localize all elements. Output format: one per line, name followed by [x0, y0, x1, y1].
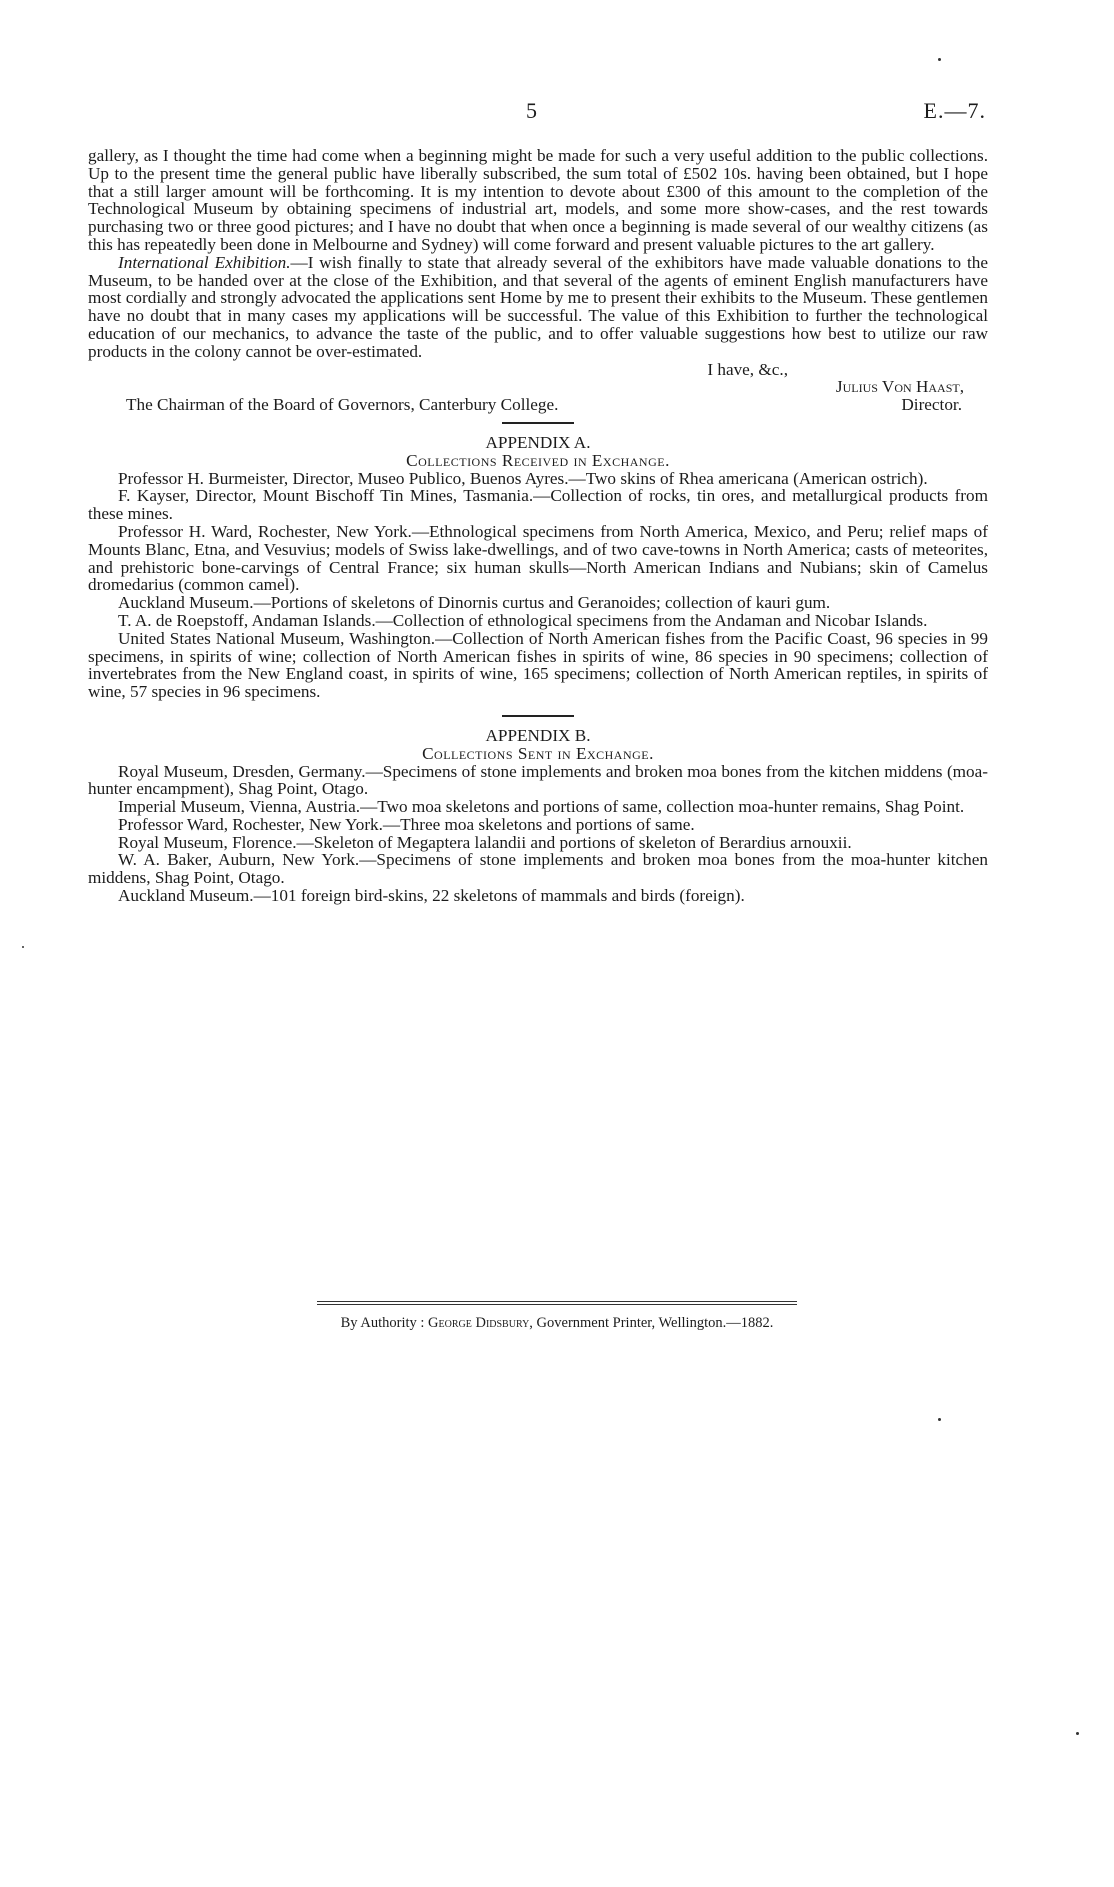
imprint-footer: [0, 1301, 1114, 1332]
list-item: T. A. de Roepstoff, Andaman Islands.—Collection of ethnological specimens from the Andaman and Nicobar Islands.: [118, 610, 928, 630]
list-item: Auckland Museum.—101 foreign bird-skins, 22 skeletons of mammals and birds (foreign).: [118, 886, 745, 906]
scan-speck: [938, 58, 941, 61]
paragraph-text: —I wish finally to state that already several of the exhibitors have made valuable donations to the Museum, to be handed over at the close of the Exhibition, and that several of the agents of eminent English manufacturers have most cordially and strongly advocated the applications sent Home by me to present their exhibits to the Museum. These gentlemen have no doubt that in many cases my applications will be successful. The value of this Exhibition to further the technological education of our mechanics, to advance the taste of the public, and to offer valuable suggestions how best to utilize our raw products in the colony cannot be over-estimated.: [88, 252, 988, 361]
appendix-a-subtitle: Collections Received in Exchange.: [406, 450, 670, 470]
list-item: Professor H. Ward, Rochester, New York.—Ethnological specimens from North America, Mexico, and Peru; relief maps of Mounts Blanc, Etna, and Vesuvius; models of Swiss lake-dwellings, and of two cave-towns in North America; casts of meteorites, and prehistoric bone-carvings of Central France; six human skulls—North American Indians and Nubians; skin of Camelus dromedarius (common camel).: [88, 521, 988, 595]
signer-title: Director.: [901, 395, 962, 415]
signer-name: Julius Von Haast,: [835, 377, 964, 397]
list-item: Royal Museum, Dresden, Germany.—Specimens of stone implements and broken moa bones from the kitchen middens (moa-hunter encampment), Shag Point, Otago.: [88, 761, 988, 799]
page-number: 5: [526, 98, 537, 123]
list-item: W. A. Baker, Auburn, New York.—Specimens of stone implements and broken moa bones from the moa-hunter kitchen middens, Shag Point, Otago.: [88, 850, 988, 888]
appendix-b-subtitle: Collections Sent in Exchange.: [422, 743, 654, 763]
closing-line: I have, &c.,: [707, 359, 788, 379]
document-reference: E.—7.: [923, 98, 986, 123]
addressee: The Chairman of the Board of Governors, Canterbury College.: [126, 395, 559, 415]
list-item: Auckland Museum.—Portions of skeletons of Dinornis curtus and Geranoides; collection of kauri gum.: [118, 593, 831, 613]
appendix-a-title: APPENDIX A.: [485, 432, 591, 452]
printer-name: George Didsbury,: [428, 1315, 533, 1331]
section-divider: [502, 422, 574, 424]
list-item: F. Kayser, Director, Mount Bischoff Tin Mines, Tasmania.—Collection of rocks, tin ores, and metallurgical products from these mines.: [88, 486, 988, 524]
scan-speck: [22, 946, 24, 948]
section-divider: [502, 715, 574, 717]
letter-paragraph-2: [88, 254, 988, 361]
page-body: [88, 147, 988, 905]
imprint-suffix: Government Printer, Wellington.—1882.: [536, 1315, 774, 1331]
list-item: Professor H. Burmeister, Director, Museo Publico, Buenos Ayres.—Two skins of Rhea americana (American ostrich).: [118, 468, 928, 488]
list-item: Imperial Museum, Vienna, Austria.—Two moa skeletons and portions of same, collection moa-hunter remains, Shag Point.: [118, 797, 965, 817]
scan-speck: [938, 1418, 941, 1421]
imprint-prefix: By Authority :: [340, 1315, 425, 1331]
footer-rule: [317, 1301, 797, 1305]
list-item: Royal Museum, Florence.—Skeleton of Megaptera lalandii and portions of skeleton of Berardius arnouxii.: [118, 832, 852, 852]
paragraph-heading: International Exhibition.: [118, 252, 291, 272]
appendix-b: [88, 727, 988, 905]
signature-row: [88, 396, 988, 414]
list-item: Professor Ward, Rochester, New York.—Three moa skeletons and portions of same.: [118, 814, 695, 834]
letter-paragraph-1: gallery, as I thought the time had come when a beginning might be made for such a very useful addition to the public collections. Up to the present time the general public have liberally subscribed, the sum total of £502 10s. having been obtained, but I hope that a still larger amount will be forthcoming. It is my intention to devote about £300 of this amount to the completion of the Technological Museum by obtaining specimens of industrial art, models, and some more show-cases, and the rest towards purchasing two or three good pictures; and I have no doubt that when once a beginning is made several of our wealthy citizens (as this has repeatedly been done in Melbourne and Sydney) will come forward and present valuable pictures to the art gallery.: [88, 146, 988, 254]
scan-speck: [1076, 1732, 1079, 1735]
page-header: [0, 98, 1114, 128]
appendix-b-title: APPENDIX B.: [485, 725, 591, 745]
appendix-a: [88, 434, 988, 701]
list-item: United States National Museum, Washington.—Collection of North American fishes from the Pacific Coast, 96 species in 99 specimens, in spirits of wine; collection of North American fishes in spirits of wine, 86 species in 90 specimens; collection of invertebrates from the New England coast, in spirits of wine, 165 specimens; collection of North American reptiles, in spirits of wine, 57 species in 96 specimens.: [88, 628, 988, 702]
